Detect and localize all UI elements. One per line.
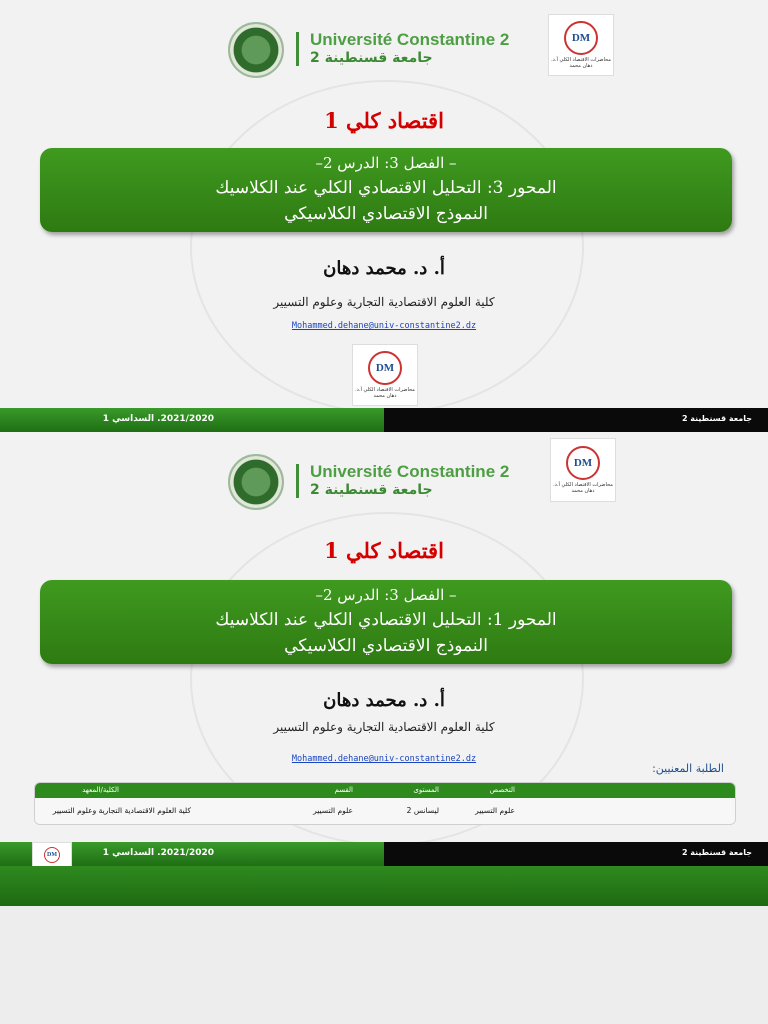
chapter-line: – الفصل 3: الدرس 2– (315, 586, 457, 604)
model-line: النموذج الاقتصادي الكلاسيكي (284, 636, 488, 656)
header-spacer (519, 783, 735, 798)
footer-left (0, 842, 384, 866)
faculty-name: كلية العلوم الاقتصادية التجارية وعلوم التسيير (273, 295, 495, 309)
table-header (35, 783, 735, 798)
dm-logo-icon: DM (566, 446, 600, 480)
university-name-fr: Université Constantine 2 (310, 30, 510, 49)
footer-right (384, 408, 768, 432)
footer-university: جامعة قسنطينة 2 (681, 414, 752, 423)
lesson-box (40, 580, 732, 664)
logo-divider (296, 464, 299, 498)
dm-logo-icon: DM (564, 21, 598, 55)
dm-logo-center (352, 344, 418, 406)
course-title: اقتصاد كلي 1 (324, 108, 444, 133)
slide-1 (0, 0, 768, 432)
lesson-box (40, 148, 732, 232)
concerned-students-label: الطلبة المعنيين: (652, 762, 724, 775)
cell-faculty: كلية العلوم الاقتصادية التجارية وعلوم التسيير (52, 806, 191, 815)
dm-logo-icon: DM (44, 847, 60, 863)
cell-level: ليسانس 2 (406, 806, 439, 815)
axis-line: المحور 3: التحليل الاقتصادي الكلي عند الكلاسيك (215, 178, 557, 198)
faculty-name: كلية العلوم الاقتصادية التجارية وعلوم التسيير (273, 720, 495, 734)
footer (0, 842, 768, 866)
footer-university: جامعة قسنطينة 2 (681, 848, 752, 857)
chapter-line: – الفصل 3: الدرس 2– (315, 154, 457, 172)
header-level: المستوى (413, 786, 439, 794)
university-name-ar: جامعة قسنطينة 2 (310, 50, 433, 66)
professor-name: أ. د. محمد دهان (323, 690, 445, 711)
university-name-fr: Université Constantine 2 (310, 462, 510, 481)
course-title: اقتصاد كلي 1 (324, 538, 444, 563)
university-name-ar: جامعة قسنطينة 2 (310, 482, 433, 498)
axis-line: المحور 1: التحليل الاقتصادي الكلي عند الكلاسيك (215, 610, 557, 630)
footer-semester: 2021/2020. السداسي 1 (102, 414, 214, 424)
header-faculty: الكلية/المعهد (82, 786, 119, 794)
dm-logo-text: محاضرات الاقتصاد الكلي أ.د. دهان محمد (355, 387, 415, 399)
cell-specialty: علوم التسيير (475, 806, 515, 815)
footer-dm-logo (32, 842, 72, 868)
footer-semester: 2021/2020. السداسي 1 (102, 848, 214, 858)
dm-logo (548, 14, 614, 76)
logo-divider (296, 32, 299, 66)
dm-logo (550, 438, 616, 502)
header-specialty: التخصص (489, 786, 515, 794)
cell-department: علوم التسيير (313, 806, 353, 815)
footer-right (384, 842, 768, 866)
slide-2 (0, 432, 768, 906)
footer (0, 408, 768, 432)
bottom-band (0, 866, 768, 906)
students-table (34, 782, 736, 825)
professor-name: أ. د. محمد دهان (323, 258, 445, 279)
dm-logo-text: محاضرات الاقتصاد الكلي أ.د. دهان محمد (551, 57, 611, 69)
email-link[interactable]: Mohammed.dehane@univ-constantine2.dz (291, 321, 477, 331)
header-department: القسم (334, 786, 353, 794)
footer-left (0, 408, 384, 432)
model-line: النموذج الاقتصادي الكلاسيكي (284, 204, 488, 224)
university-seal-icon (228, 22, 284, 78)
dm-logo-icon: DM (368, 351, 402, 385)
dm-logo-text: محاضرات الاقتصاد الكلي أ.د. دهان محمد (553, 482, 613, 494)
university-seal-icon (228, 454, 284, 510)
table-row (35, 798, 735, 824)
email-link[interactable]: Mohammed.dehane@univ-constantine2.dz (291, 754, 477, 764)
